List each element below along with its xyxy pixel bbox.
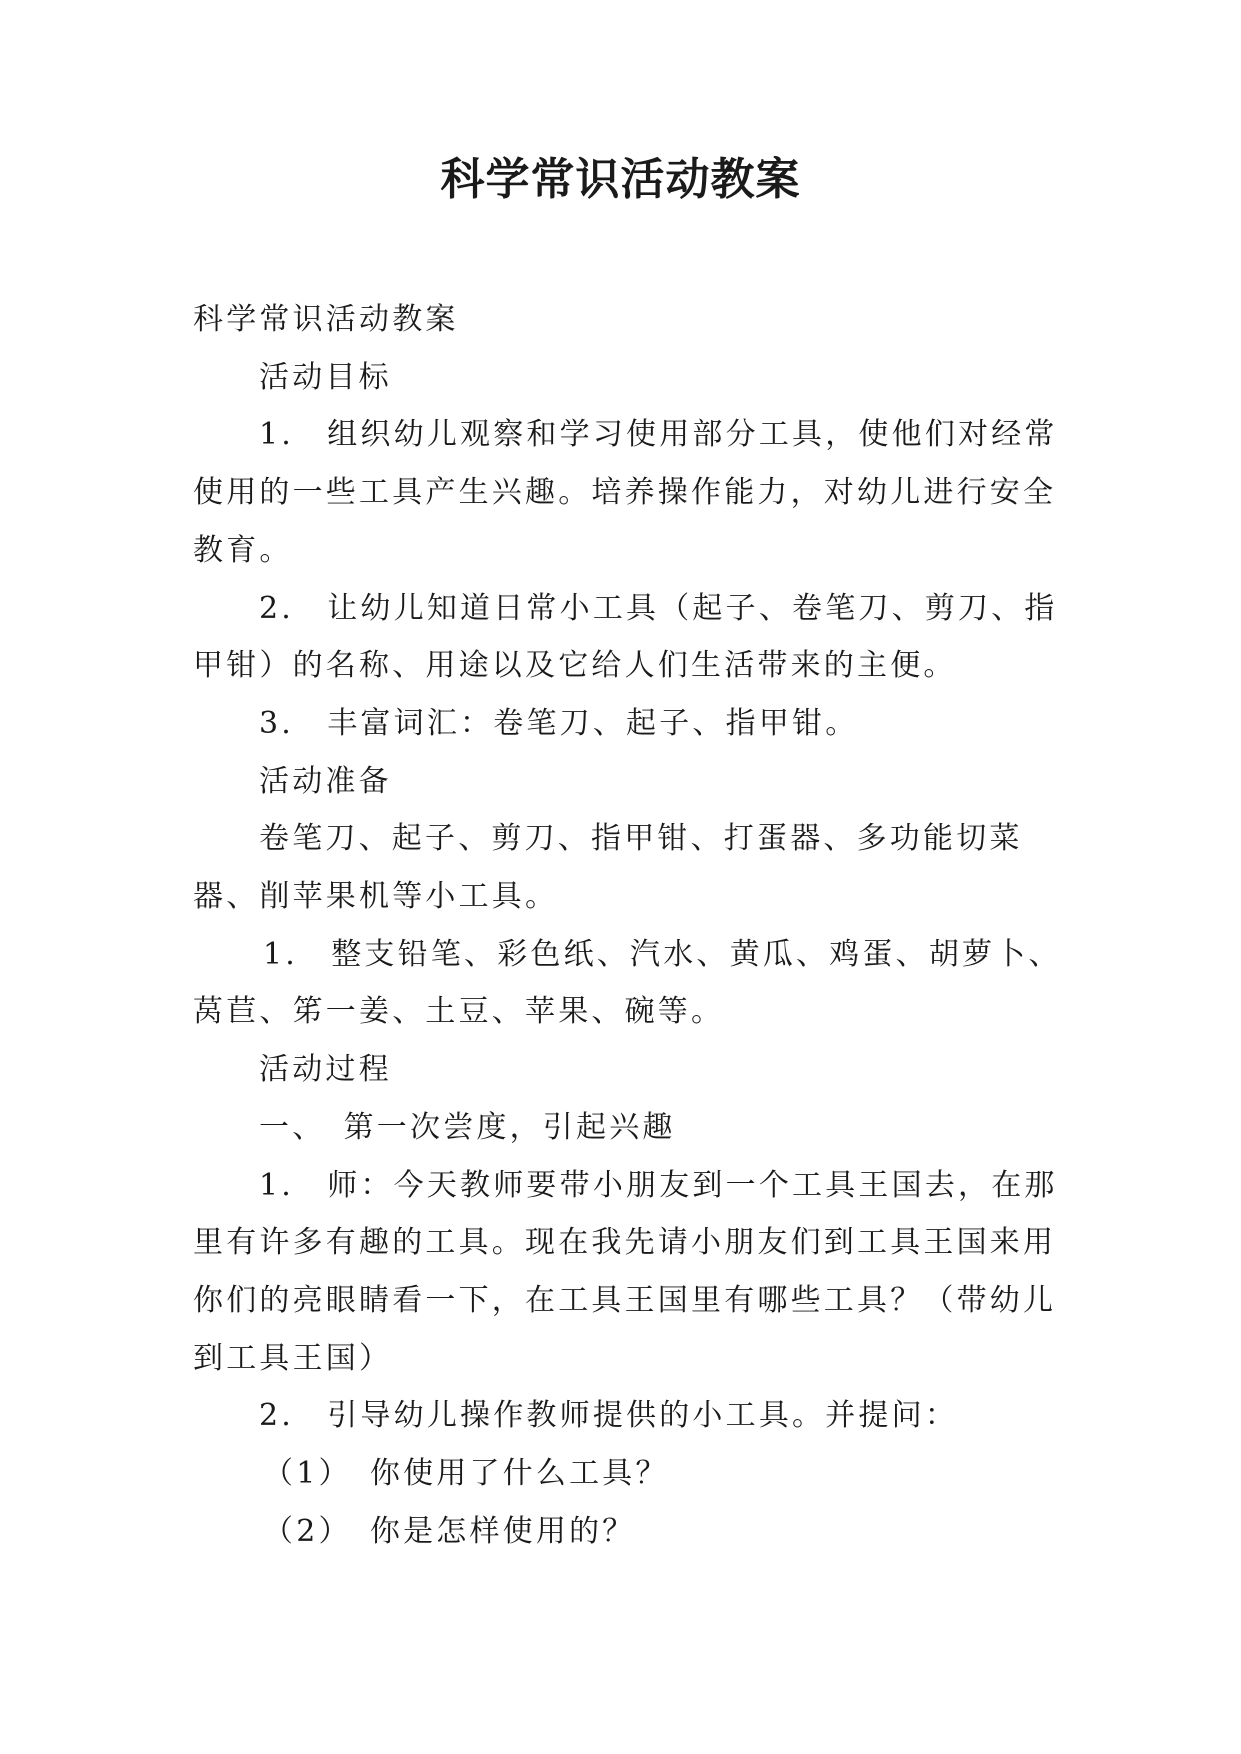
paragraph-question-2: （2） 你是怎样使用的？: [263, 1513, 636, 1549]
paragraph-goal-2: 2. 让幼儿知道日常小工具（起子、卷笔刀、剪刀、指甲钳）的名称、用途以及它给人们生活带来的主便。: [193, 590, 1058, 684]
paragraph-preparation-materials: 1. 整支铅笔、彩色纸、汽水、黄瓜、鸡蛋、胡萝卜、莴苣、笫一姜、土豆、苹果、碗等。: [193, 936, 1062, 1030]
section-heading-goals: 活动目标: [259, 359, 392, 395]
paragraph-step-2: 2. 引导幼儿操作教师提供的小工具。并提问：: [259, 1398, 959, 1434]
document-body: [193, 291, 1073, 1560]
paragraph-question-1: （1） 你使用了什么工具？: [263, 1456, 669, 1492]
section-heading-preparation: 活动准备: [259, 763, 392, 799]
paragraph-goal-3: 3. 丰富词汇：卷笔刀、起子、指甲钳。: [259, 705, 859, 741]
section-heading-process: 活动过程: [259, 1052, 392, 1088]
document-title: 科学常识活动教案: [440, 154, 801, 205]
paragraph-preparation-tools: 卷笔刀、起子、剪刀、指甲钳、打蛋器、多功能切菜器、削苹果机等小工具。: [193, 821, 1023, 915]
paragraph-step-1: 1. 师：今天教师要带小朋友到一个工具王国去，在那里有许多有趣的工具。现在我先请小朋友们到工具王国来用你们的亮眼睛看一下，在工具王国里有哪些工具？（带幼儿到工具王国）: [193, 1167, 1058, 1376]
paragraph-heading: 科学常识活动教案: [193, 302, 459, 337]
paragraph-goal-1: 1. 组织幼儿观察和学习使用部分工具，使他们对经常使用的一些工具产生兴趣。培养操作能力，对幼儿进行安全教育。: [193, 417, 1058, 568]
paragraph-step-one-heading: 一、 第一次尝度，引起兴趣: [259, 1109, 676, 1145]
